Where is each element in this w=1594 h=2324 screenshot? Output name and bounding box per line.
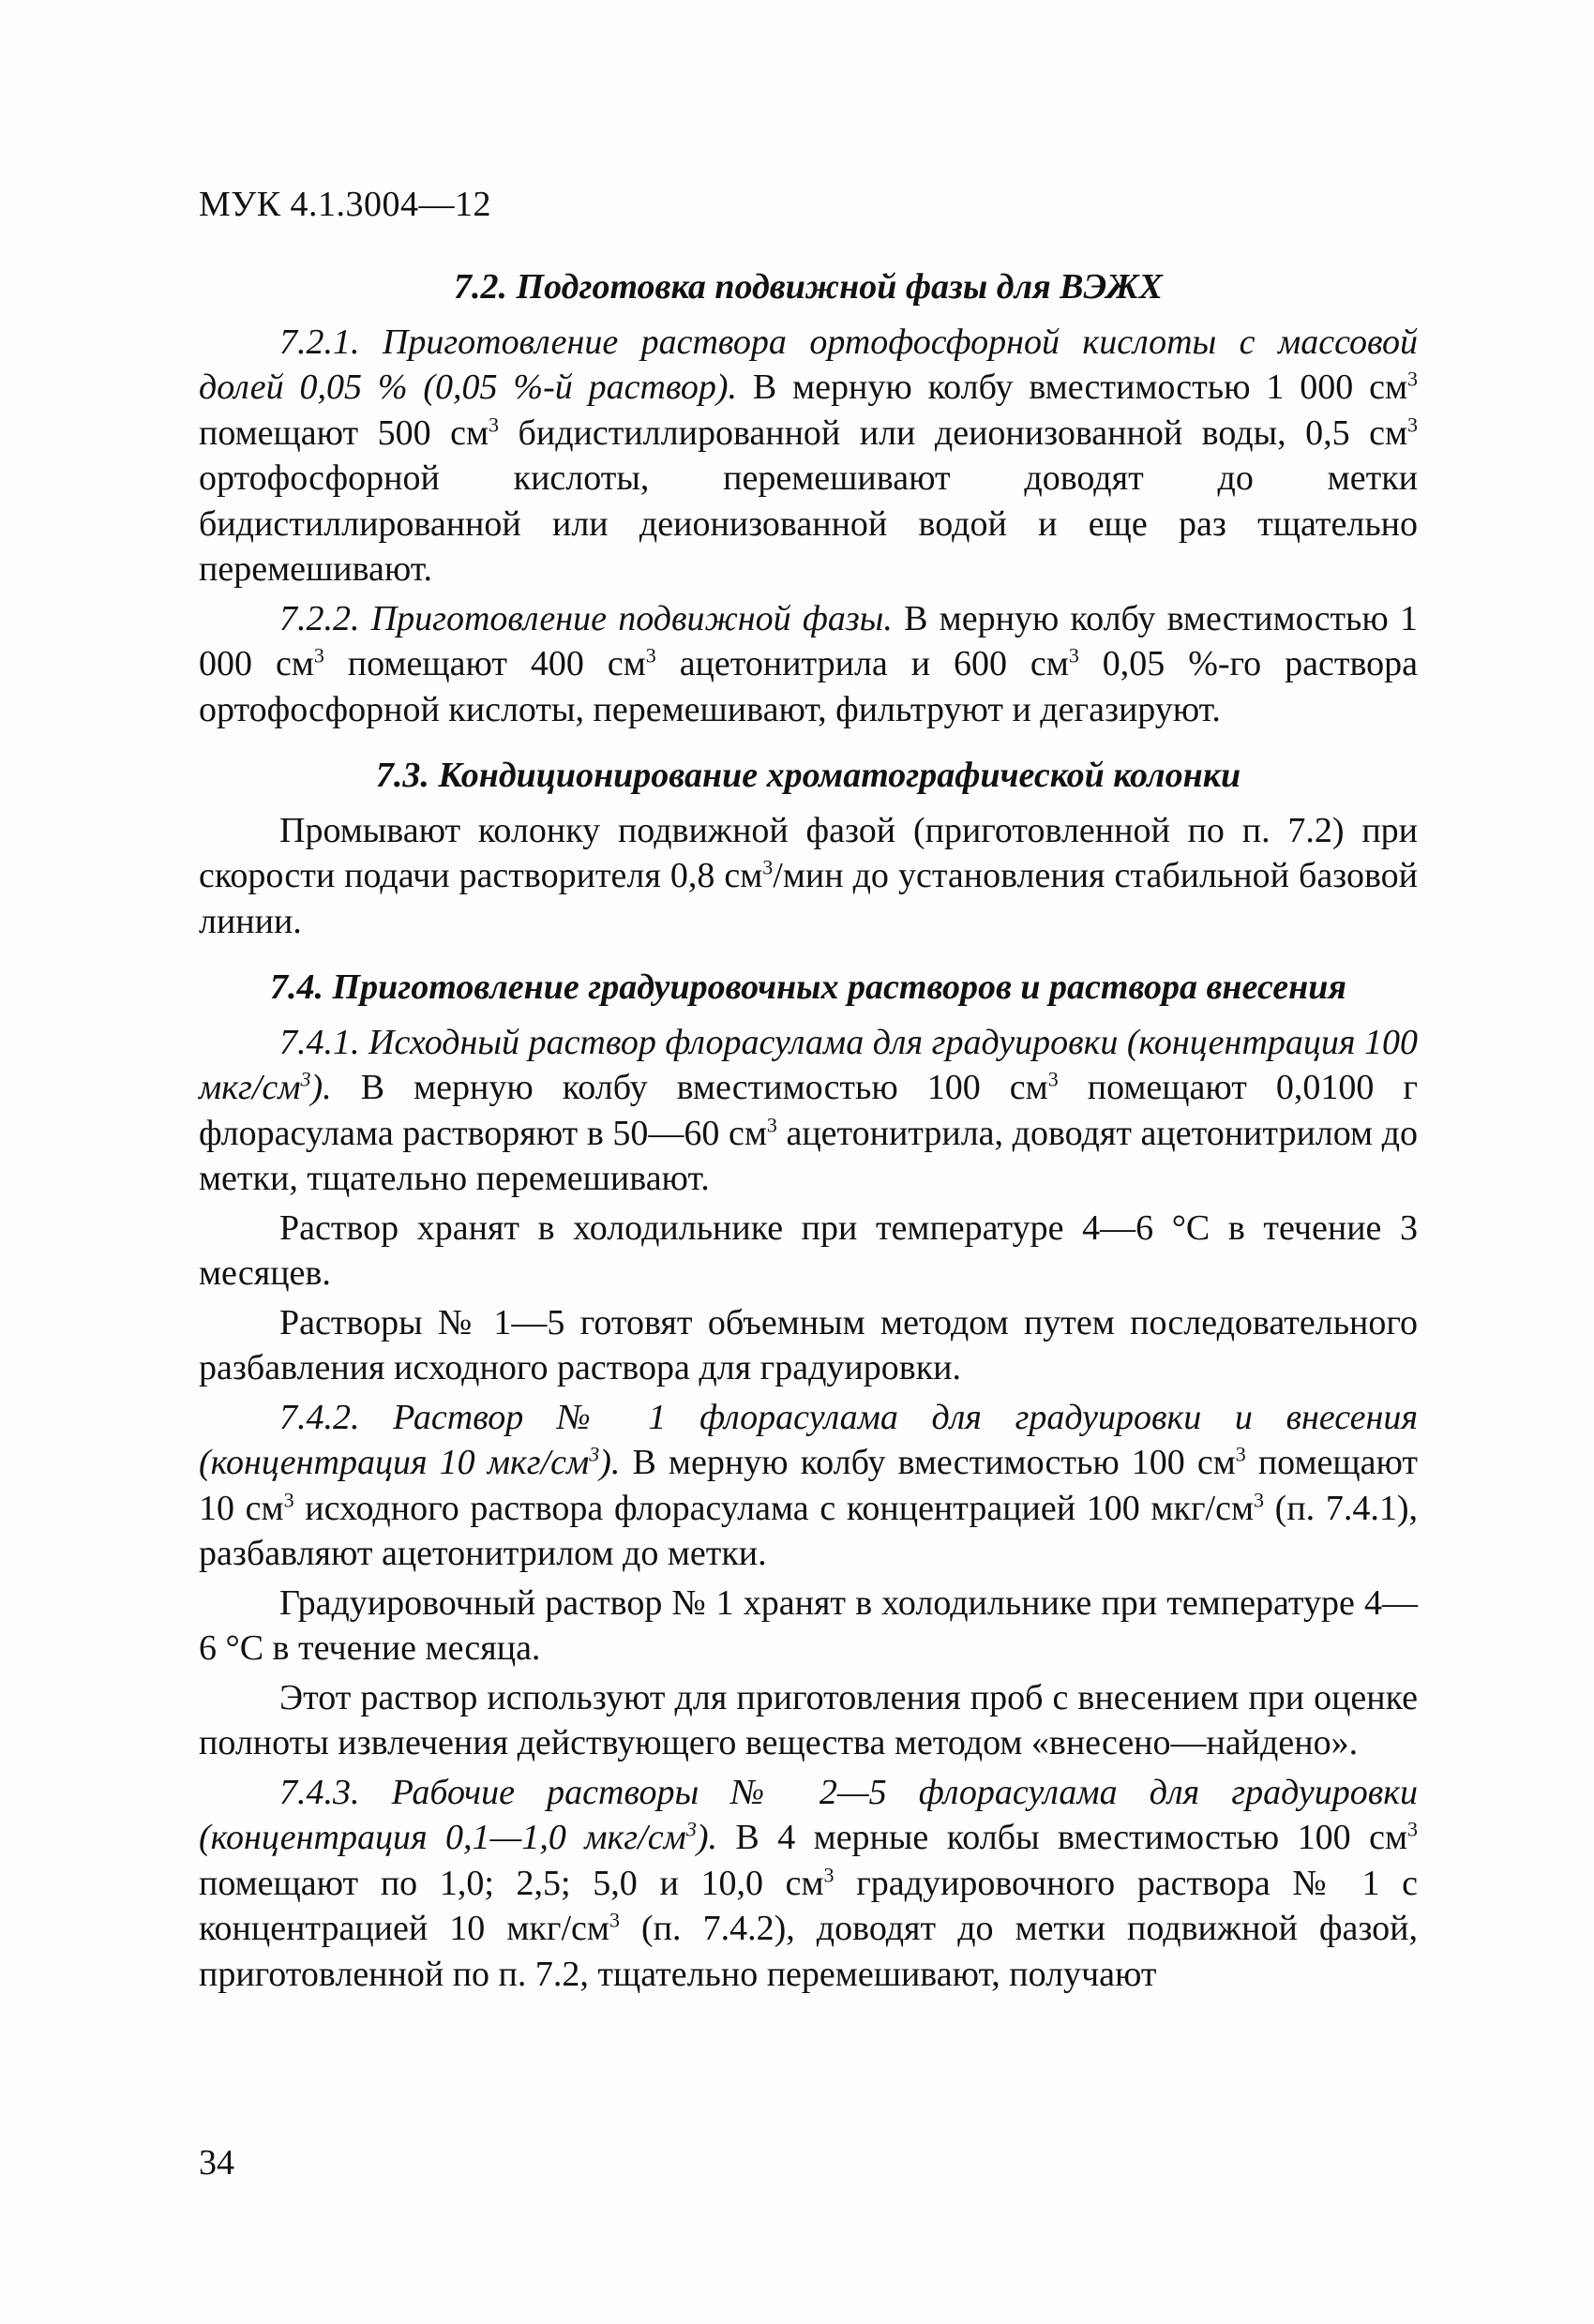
document-code: МУК 4.1.3004—12 [199,185,492,224]
section-heading-7-3: 7.3. Кондиционирование хроматографической колонки [375,756,1241,795]
page-number: 34 [199,2143,234,2182]
paragraph-solutions-1-5: Растворы № 1—5 готовят объемным методом путем последовательного разбавления исходного раствора для градуировки. [199,1302,1418,1387]
paragraph-7-2-2: 7.2.2. Приготовление подвижной фазы. В мерную колбу вместимостью 1 000 $см^3$ помещают 400 $см^3$ ацетонитрила и 600 $см^3$ 0,05 %-го раствора ортофосфорной кислоты, перемешивают, фильтруют и дегазируют. [199,598,1418,729]
paragraph-7-4-2: 7.4.2. Раствор № 1 флорасулама для градуировки и внесения (концентрация 10 мкг/$см^3$). В мерную колбу вместимостью 100 $см^3$ помещают 10 $см^3$ исходного раствора флорасулама с концентрацией 100 мкг/$см^3$ (п. 7.4.1), разбавляют ацетонитрилом до метки. [199,1397,1418,1573]
paragraph-recovery-use: Этот раствор используют для приготовления проб с внесением при оценке полноты извлечения действующего вещества методом «внесено—найдено». [199,1677,1418,1762]
paragraph-title: 7.4.1. Исходный раствор флорасулама для градуировки (концентрация 100 мкг/$см^3$). [199,1022,1418,1107]
paragraph-title: 7.2.1. Приготовление раствора ортофосфорной кислоты с массовой долей 0,05 % (0,05 %-й раствор). [199,322,1418,407]
page-content [199,264,1418,2001]
paragraph-7-3: Промывают колонку подвижной фазой (приготовленной по п. 7.2) при скорости подачи растворителя 0,8 $см^3$/мин до установления стабильной базовой линии. [199,810,1418,941]
paragraph-title: 7.4.3. Рабочие растворы № 2—5 флорасулама для градуировки (концентрация 0,1—1,0 мкг/$см^3$). [199,1772,1418,1857]
paragraph-7-4-1: 7.4.1. Исходный раствор флорасулама для градуировки (концентрация 100 мкг/$см^3$). В мерную колбу вместимостью 100 $см^3$ помещают 0,0100 г флорасулама растворяют в 50—60 $см^3$ ацетонитрила, доводят ацетонитрилом до метки, тщательно перемешивают. [199,1022,1418,1198]
paragraph-title: 7.4.2. Раствор № 1 флорасулама для градуировки и внесения (концентрация 10 мкг/$см^3$). [199,1397,1418,1482]
paragraph-storage: Раствор хранят в холодильнике при температуре 4—6 °С в течение 3 месяцев. [199,1207,1418,1293]
paragraph-7-2-1: 7.2.1. Приготовление раствора ортофосфорной кислоты с массовой долей 0,05 % (0,05 %-й раствор). В мерную колбу вместимостью 1 000 $см^3$ помещают 500 $см^3$ бидистиллированной или деионизованной воды, 0,5 $см^3$ ортофосфорной кислоты, перемешивают доводят до метки бидистиллированной или деионизованной водой и еще раз тщательно перемешивают. [199,322,1419,589]
section-heading-7-4: 7.4. Приготовление градуировочных растворов и раствора внесения [270,967,1346,1007]
section-heading-7-2: 7.2. Подготовка подвижной фазы для ВЭЖХ [454,267,1163,307]
paragraph-storage-solution-1: Градуировочный раствор № 1 хранят в холодильнике при температуре 4—6 °С в течение месяца. [199,1582,1418,1668]
paragraph-7-4-3: 7.4.3. Рабочие растворы № 2—5 флорасулама для градуировки (концентрация 0,1—1,0 мкг/$см^3$). В 4 мерные колбы вместимостью 100 $см^3$ помещают по 1,0; 2,5; 5,0 и 10,0 $см^3$ градуировочного раствора № 1 с концентрацией 10 мкг/$см^3$ (п. 7.4.2), доводят до метки подвижной фазой, приготовленной по п. 7.2, тщательно перемешивают, получают [199,1772,1418,1994]
paragraph-title: 7.2.2. Приготовление подвижной фазы. [279,598,893,638]
